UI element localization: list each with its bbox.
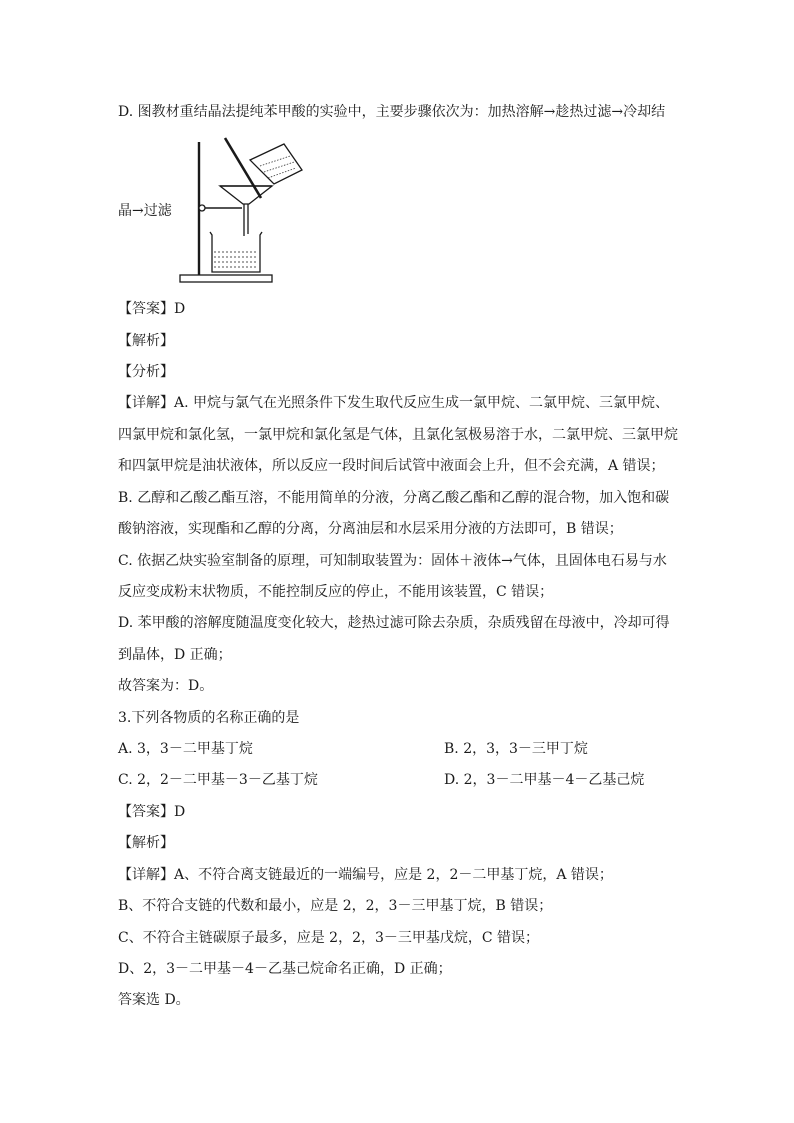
fenxi-label: 【分析】 [118,364,174,380]
explain-d-line-2: 到晶体，D 正确； [118,647,232,663]
option-a: A. 3，3－二甲基丁烷 [118,741,253,757]
explain-a-line-2: 四氯甲烷和氯化氢，一氯甲烷和氯化氢是气体，且氯化氢极易溶于水，二氯甲烷、三氯甲烷 [118,427,678,443]
explain-a-line-1: 【详解】A. 甲烷与氯气在光照条件下发生取代反应生成一氯甲烷、二氯甲烷、三氯甲烷、 [118,395,670,411]
explain2-a: 【详解】A、不符合离支链最近的一端编号，应是 2，2－二甲基丁烷，A 错误； [118,867,613,883]
line-d-statement: D. 图教材重结晶法提纯苯甲酸的实验中，主要步骤依次为：加热溶解→趁热过滤→冷却结 [118,104,666,120]
option-d: D. 2，3－二甲基－4－乙基己烷 [444,772,645,788]
answer-label-2: 【答案】D [118,804,186,820]
analysis-label-2: 【解析】 [118,835,174,851]
explain-b-line-1: B. 乙醇和乙酸乙酯互溶，不能用简单的分液，分离乙酸乙酯和乙醇的混合物，加入饱和碳 [118,490,670,506]
recrystallization-filtration-apparatus-icon [172,136,312,286]
analysis-label-1: 【解析】 [118,333,174,349]
answer-label-1: 【答案】D [118,301,186,317]
conclusion-1: 故答案为：D。 [118,678,214,694]
explain-d-line-1: D. 苯甲酸的溶解度随温度变化较大，趁热过滤可除去杂质，杂质残留在母液中，冷却可得 [118,615,670,631]
conclusion-2: 答案选 D。 [118,992,190,1008]
explain-b-line-2: 酸钠溶液，实现酯和乙醇的分离，分离油层和水层采用分液的方法即可，B 错误； [118,521,623,537]
explain-a-line-3: 和四氯甲烷是油状液体，所以反应一段时间后试管中液面会上升，但不会充满，A 错误； [118,458,665,474]
question-3-stem: 3.下列各物质的名称正确的是 [118,710,300,726]
explain-c-line-2: 反应变成粉末状物质，不能控制反应的停止，不能用该装置，C 错误； [118,584,554,600]
explain2-c: C、不符合主链碳原子最多，应是 2，2，3－三甲基戊烷，C 错误； [118,930,540,946]
explain2-d: D、2，3－二甲基－4－乙基己烷命名正确，D 正确； [118,961,452,977]
line-d-continuation: 晶→过滤 [118,203,172,219]
explain-c-line-1: C. 依据乙炔实验室制备的原理，可知制取装置为：固体＋液体→气体，且固体电石易与水 [118,553,667,569]
option-c: C. 2，2－二甲基－3－乙基丁烷 [118,772,318,788]
option-b: B. 2，3，3－三甲丁烷 [444,741,588,757]
explain2-b: B、不符合支链的代数和最小，应是 2，2，3－三甲基丁烷，B 错误； [118,898,553,914]
